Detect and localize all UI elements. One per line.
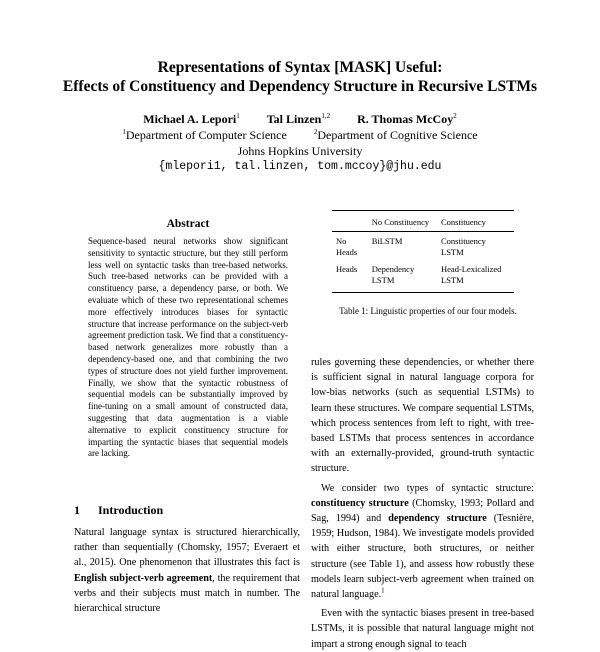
right-column-text: [311, 355, 534, 652]
affiliation: $^1$Department of Computer Science: [122, 128, 287, 142]
author-list: [0, 112, 600, 127]
row-label: Heads: [332, 260, 368, 293]
title-line-2: Effects of Constituency and Dependency Structure in Recursive LSTMs: [62, 78, 538, 95]
author-emails: {mlepori1, tal.linzen, tom.mccoy}@jhu.edu: [158, 160, 442, 173]
paragraph: We consider two types of syntactic structure: constituency structure (Chomsky, 1993; Pollard and Sag, 1994) and dependency structure (Tesnière, 1959; Hudson, 1984). We investigate models provided with either structure, both structures, or neither structure (see Table 1), and assess how robustly these models learn subject-verb agreement when trained on natural language.$^1$: [311, 482, 535, 601]
table-cell: Dependency LSTM: [368, 260, 437, 293]
table-header-cell: [332, 211, 368, 232]
introduction-text: Natural language syntax is structured hierarchically, rather than sequentially (Chomsky, 1957; Everaert et al., 2015). One phenomenon that illustrates this fact is English subject-verb agreement, the requirement that verbs and their subjects must match in number. The hierarchical structure: [74, 527, 300, 615]
table-cell: BiLSTM: [371, 236, 403, 246]
row-label: No Heads: [336, 236, 358, 257]
table-cell: Constituency LSTM: [441, 236, 486, 257]
table-row: [332, 232, 514, 261]
affiliations: [0, 127, 600, 175]
paper-title: [0, 58, 600, 96]
table-1: [332, 210, 514, 293]
abstract-heading: Abstract: [166, 218, 210, 230]
title-line-1: Representations of Syntax [MASK] Useful:: [157, 59, 443, 76]
paragraph: Even with the syntactic biases present in tree-based LSTMs, it is possible that natural language might not impart a strong enough signal to teach: [311, 608, 534, 650]
footnote-marker: 1: [381, 586, 385, 595]
author: Michael A. Lepori$^1$: [143, 112, 240, 126]
abstract-text: Sequence-based neural networks show significant sensitivity to syntactic structure, but they still perform less well on syntactic tasks than tree-based networks. Such tree-based networks can be provided with a constituency parse, a dependency parse, or both. We evaluate which of these two representational schemes more effectively introduces biases for syntactic structure that increase performance on the subject-verb agreement prediction task. We find that a constituency-based network generalizes more robustly than a dependency-based one, and that combining the two types of structure does not yield further improvement. Finally, we show that the syntactic robustness of sequential models can be substantially improved by fine-tuning on a small amount of constructed data, suggesting that data augmentation is a viable alternative to explicit constituency structure for imparting the syntactic biases that sequential models are lacking.: [88, 236, 288, 459]
author: R. Thomas McCoy$^2$: [357, 112, 457, 126]
affiliation: $^2$Department of Cognitive Science: [313, 128, 478, 142]
section-heading: 1 Introduction: [74, 503, 164, 517]
university: Johns Hopkins University: [237, 144, 363, 158]
table-header-cell: No Constituency: [368, 211, 437, 232]
table-row: [332, 260, 514, 293]
table-header-cell: Constituency: [437, 211, 514, 232]
table-caption: Table 1: Linguistic properties of our four models.: [339, 306, 517, 316]
author: Tal Linzen$^{1,2}$: [266, 112, 331, 126]
table-cell: Head-Lexicalized LSTM: [437, 260, 514, 293]
paragraph: rules governing these dependencies, or whether there is sufficient signal in natural language corpora for low-bias networks (such as sequential LSTMs) to learn these structures. We compare sequential LSTMs, which process sentences from left to right, with tree-based LSTMs that process sentences in accordance with an externally-provided, ground-truth syntactic structure.: [311, 357, 534, 475]
